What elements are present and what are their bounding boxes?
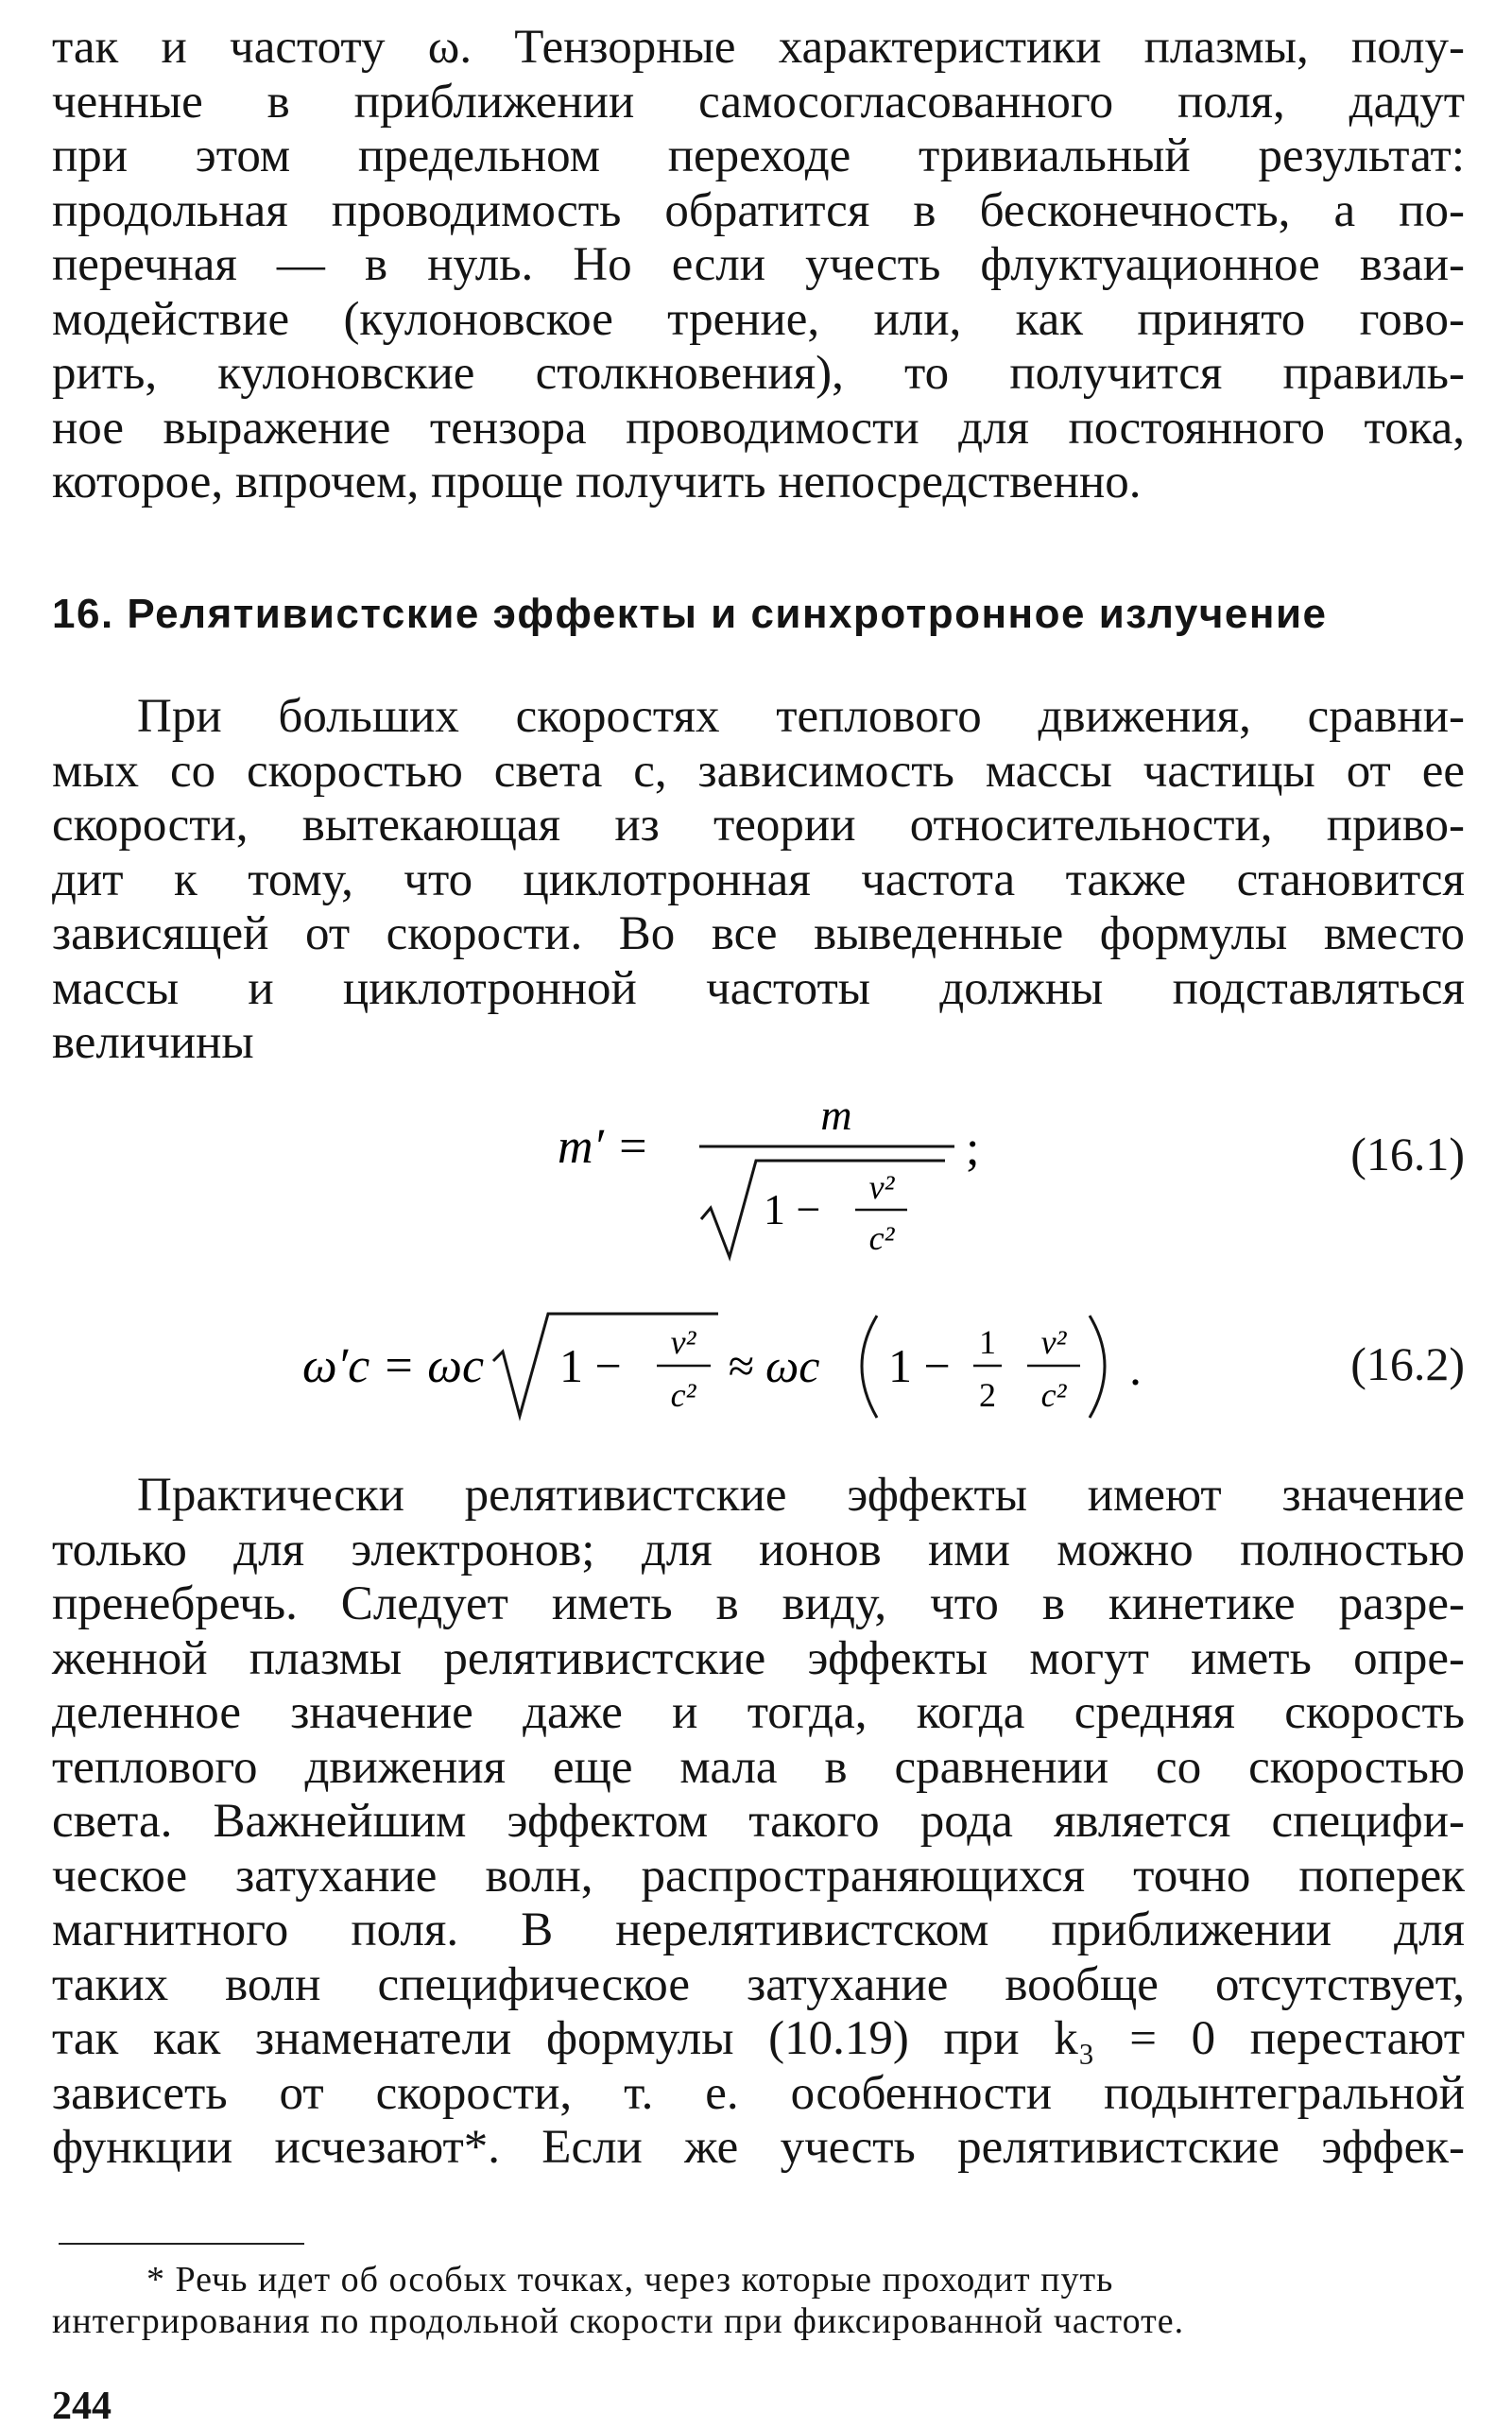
text-line: При больших скоростях теплового движения, сравни- — [137, 690, 1465, 743]
text-line: деленное значение даже и тогда, когда средняя скорость — [52, 1686, 1465, 1739]
text-line: продольная проводимость обратится в бесконечность, а по- — [52, 183, 1465, 237]
equation-16-2 — [284, 1295, 1210, 1437]
text-line: ное выражение тензора проводимости для постоянного тока, — [52, 401, 1465, 455]
equation-16-1 — [529, 1087, 1021, 1266]
text-line: перечная — в нуль. Но если учесть флуктуационное взаи- — [52, 238, 1465, 291]
text-line: величины — [52, 1016, 254, 1069]
text-line: пренебречь. Следует иметь в виду, что в кинетике разре- — [52, 1577, 1465, 1630]
text-line: зависеть от скорости, т. е. особенности подынтегральной — [52, 2066, 1465, 2120]
eq2-approx: ≈ ωc — [728, 1339, 820, 1392]
text-line: женной плазмы релятивистские эффекты могут иметь опре- — [52, 1631, 1465, 1685]
eq1-radicand-one: 1 − — [764, 1185, 821, 1233]
eq2-radicand-one: 1 − — [559, 1339, 622, 1392]
footnote-rule — [59, 2243, 304, 2245]
paragraph-main — [52, 1469, 1465, 2176]
eq2-v-sq: v² — [670, 1323, 696, 1361]
text-line: рить, кулоновские столкновения), то получится правиль- — [52, 347, 1465, 400]
text-line: только для электронов; для ионов ими можно полностью — [52, 1523, 1465, 1576]
text-line: дит к тому, что циклотронная частота также становится — [52, 853, 1465, 906]
eq1-numerator: m — [820, 1091, 852, 1139]
eq2-paren-one: 1 − — [888, 1339, 951, 1392]
text-line: модействие (кулоновское трение, или, как принято гово- — [52, 292, 1465, 346]
eq1-lhs: m′ = — [558, 1120, 650, 1174]
eq2-left-paren — [862, 1316, 877, 1418]
text-line: таких волн специфическое затухание вообще отсутствует, — [52, 1957, 1465, 2011]
text-line: массы и циклотронной частоты должны подставляться — [52, 961, 1465, 1015]
eq1-semicolon: ; — [966, 1122, 980, 1176]
text-line: ченные в приближении самосогласованного поля, дадут — [52, 75, 1465, 129]
text-line: теплового движения еще мала в сравнении со скоростью — [52, 1740, 1465, 1794]
equation-number-16-1: (16.1) — [1350, 1128, 1465, 1180]
text-line: которое, впрочем, проще получить непосредственно. — [52, 456, 1142, 508]
eq2-half-num: 1 — [979, 1323, 996, 1361]
text-line: функции исчезают*. Если же учесть релятивистские эффек- — [52, 2121, 1465, 2174]
section-heading: 16. Релятивистские эффекты и синхротронное излучение — [52, 591, 1328, 637]
paragraph-top — [52, 21, 1465, 510]
text-line: так как знаменатели формулы (10.19) при k₃ = 0 перестают — [52, 2012, 1465, 2065]
footnote-line: * Речь идет об особых точках, через которые проходит путь — [146, 2260, 1114, 2300]
eq2-c-sq-b: c² — [1040, 1376, 1067, 1414]
eq1-radical-sign — [701, 1161, 945, 1257]
eq2-period: . — [1129, 1342, 1142, 1396]
text-line: мых со скоростью света c, зависимость массы частицы от ее — [52, 744, 1465, 798]
text-line: света. Важнейшим эффектом такого рода является специфи- — [52, 1795, 1465, 1848]
text-line: так и частоту ω. Тензорные характеристики плазмы, полу- — [52, 21, 1465, 74]
eq1-c-sq: c² — [868, 1219, 895, 1257]
equation-number-16-2: (16.2) — [1350, 1337, 1465, 1390]
eq1-v-sq: v² — [868, 1168, 895, 1206]
text-line: Практически релятивистские эффекты имеют значение — [137, 1469, 1465, 1522]
eq2-c-sq: c² — [670, 1376, 696, 1414]
page-number: 244 — [52, 2385, 112, 2428]
paragraph-intro — [52, 690, 1465, 1071]
eq2-right-paren — [1090, 1316, 1105, 1418]
footnote-line: интегрирования по продольной скорости при фиксированной частоте. — [52, 2301, 1185, 2341]
eq2-v-sq-b: v² — [1040, 1323, 1067, 1361]
text-line: зависящей от скорости. Во все выведенные формулы вместо — [52, 907, 1465, 960]
text-line: скорости, вытекающая из теории относительности, приво- — [52, 799, 1465, 852]
text-line: магнитного поля. В нерелятивистском приближении для — [52, 1904, 1465, 1956]
eq2-lhs: ω′c = ωc — [302, 1339, 485, 1393]
eq2-half-den: 2 — [979, 1376, 996, 1414]
text-line: при этом предельном переходе тривиальный результат: — [52, 129, 1465, 182]
text-line: ческое затухание волн, распространяющихся точно поперек — [52, 1849, 1465, 1903]
